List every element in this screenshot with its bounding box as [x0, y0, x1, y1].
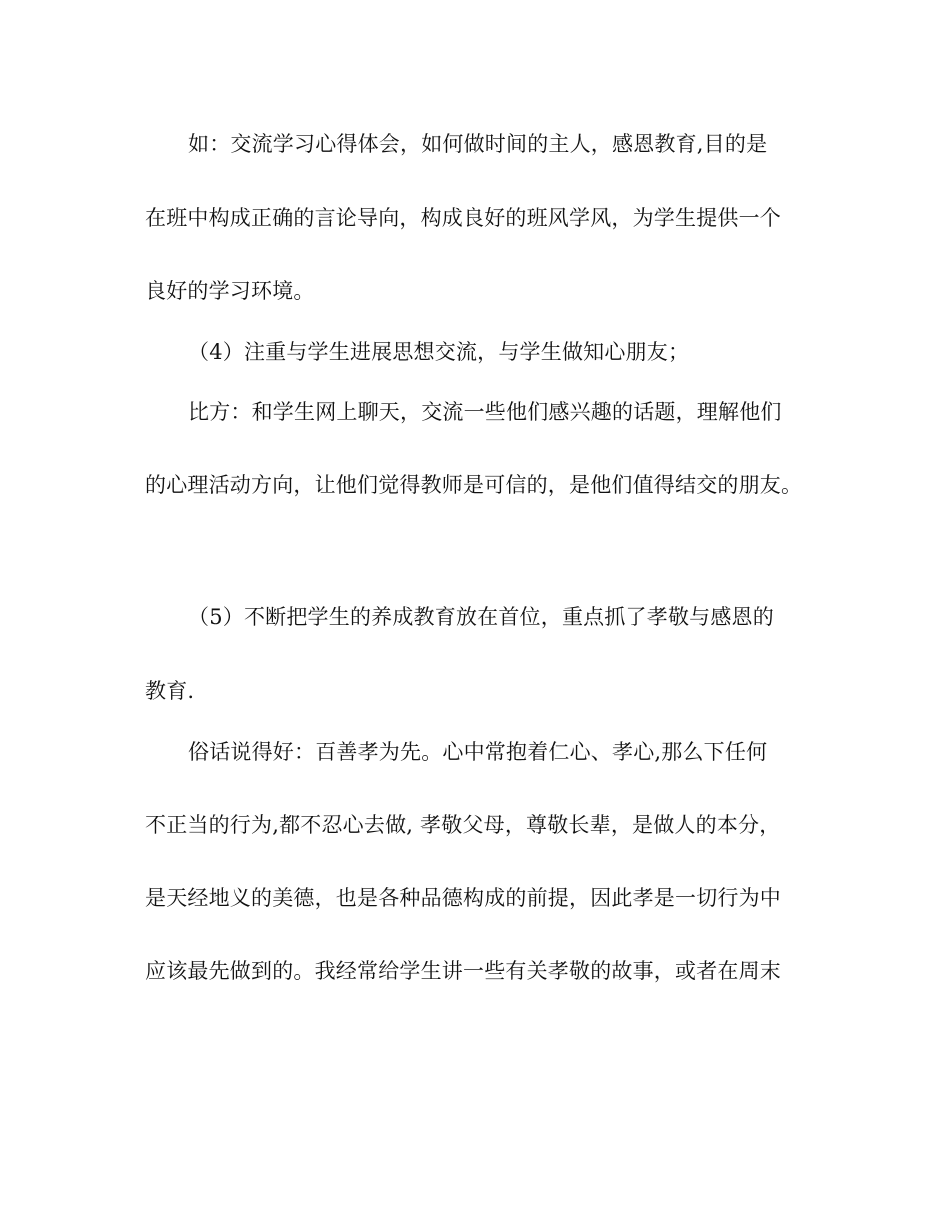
paragraph-line: 教育.: [145, 679, 195, 703]
paragraph-line: 是天经地义的美德，也是各种品德构成的前提，因此孝是一切行为中: [145, 886, 781, 910]
paragraph-line: 良好的学习环境。: [145, 279, 315, 303]
paragraph-line: （4）注重与学生进展思想交流，与学生做知心朋友；: [188, 340, 690, 364]
paragraph-line: 应该最先做到的。我经常给学生讲一些有关孝敬的故事，或者在周末: [145, 959, 781, 983]
paragraph-line: 比方：和学生网上聊天，交流一些他们感兴趣的话题，理解他们: [188, 400, 782, 424]
paragraph-line: 不正当的行为,都不忍心去做, 孝敬父母，尊敬长辈，是做人的本分，: [145, 813, 781, 837]
paragraph-line: 在班中构成正确的言论导向，构成良好的班风学风，为学生提供一个: [145, 206, 781, 230]
paragraph-line: 如：交流学习心得体会，如何做时间的主人，感恩教育,目的是: [188, 132, 768, 156]
paragraph-line: （5）不断把学生的养成教育放在首位，重点抓了孝敬与感恩的: [188, 605, 774, 629]
paragraph-line: 俗话说得好：百善孝为先。心中常抱着仁心、孝心,那么下任何: [188, 740, 768, 764]
paragraph-line: 的心理活动方向，让他们觉得教师是可信的，是他们值得结交的朋友。: [145, 473, 803, 497]
